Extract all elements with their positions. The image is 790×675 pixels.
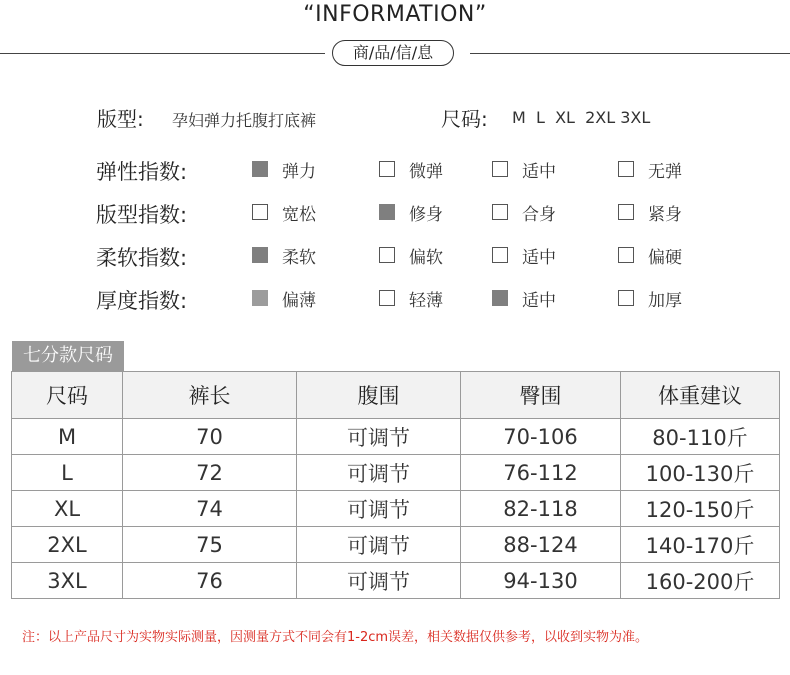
option-label: 偏薄 [282, 290, 316, 311]
column-header: 尺码 [12, 372, 123, 419]
page-title: “INFORMATION” [303, 2, 487, 27]
index-option[interactable] [492, 158, 556, 180]
option-label: 宽松 [282, 204, 316, 225]
option-label: 合身 [522, 204, 556, 225]
option-label: 适中 [522, 161, 556, 182]
checkbox-icon [379, 161, 395, 177]
checked-box-icon [492, 290, 508, 306]
table-cell: 72 [123, 455, 297, 491]
table-cell: XL [12, 491, 123, 527]
option-label: 加厚 [648, 290, 682, 311]
size-label: 尺码: [441, 107, 488, 131]
option-label: 紧身 [648, 204, 682, 225]
checkbox-icon [492, 161, 508, 177]
index-label: 弹性指数: [96, 160, 188, 184]
size-table-tab: 七分款尺码 [12, 341, 124, 371]
index-option[interactable] [252, 244, 316, 266]
column-header: 体重建议 [621, 372, 780, 419]
checked-box-icon [252, 290, 268, 306]
option-label: 修身 [409, 204, 443, 225]
table-cell: 70 [123, 419, 297, 455]
option-label: 无弹 [648, 161, 682, 182]
checkbox-icon [379, 290, 395, 306]
checked-box-icon [379, 204, 395, 220]
index-label: 厚度指数: [96, 289, 188, 313]
table-cell: M [12, 419, 123, 455]
index-option[interactable] [379, 158, 443, 180]
checkbox-icon [379, 247, 395, 263]
option-label: 偏软 [409, 247, 443, 268]
checked-box-icon [252, 247, 268, 263]
table-row [12, 563, 780, 599]
option-label: 微弹 [409, 161, 443, 182]
divider-left [0, 53, 325, 54]
table-cell: 可调节 [297, 491, 461, 527]
table-cell: 82-118 [461, 491, 621, 527]
table-cell: 160-200斤 [621, 563, 780, 599]
index-option[interactable] [379, 287, 443, 309]
option-label: 偏硬 [648, 247, 682, 268]
option-label: 弹力 [282, 161, 316, 182]
checkbox-icon [618, 247, 634, 263]
checkbox-icon [618, 204, 634, 220]
table-row [12, 491, 780, 527]
index-option[interactable] [492, 244, 556, 266]
measurement-note: 注：以上产品尺寸为实物实际测量，因测量方式不同会有1-2cm误差，相关数据仅供参考，以收到实物为准。 [22, 630, 649, 645]
table-cell: 94-130 [461, 563, 621, 599]
option-label: 柔软 [282, 247, 316, 268]
column-header: 腹围 [297, 372, 461, 419]
table-row [12, 419, 780, 455]
index-option[interactable] [492, 287, 556, 309]
table-cell: 可调节 [297, 527, 461, 563]
section-subtitle: 商/品/信/息 [332, 40, 454, 66]
index-option[interactable] [252, 158, 316, 180]
table-cell: 75 [123, 527, 297, 563]
index-label: 版型指数: [96, 203, 188, 227]
index-option[interactable] [492, 201, 556, 223]
table-cell: 74 [123, 491, 297, 527]
table-header-row [12, 372, 780, 419]
checkbox-icon [492, 247, 508, 263]
option-label: 适中 [522, 290, 556, 311]
table-cell: 88-124 [461, 527, 621, 563]
option-label: 轻薄 [409, 290, 443, 311]
index-option[interactable] [379, 244, 443, 266]
style-label: 版型: [97, 107, 144, 131]
table-cell: 70-106 [461, 419, 621, 455]
index-option[interactable] [618, 244, 682, 266]
size-value: M L XL 2XL 3XL [512, 108, 651, 127]
index-option[interactable] [252, 201, 316, 223]
index-option[interactable] [252, 287, 316, 309]
index-option[interactable] [618, 201, 682, 223]
index-option[interactable] [618, 158, 682, 180]
table-row [12, 527, 780, 563]
table-cell: 80-110斤 [621, 419, 780, 455]
table-cell: L [12, 455, 123, 491]
checkbox-icon [618, 161, 634, 177]
index-label: 柔软指数: [96, 246, 188, 270]
checked-box-icon [252, 161, 268, 177]
table-cell: 76-112 [461, 455, 621, 491]
divider-right [470, 53, 790, 54]
column-header: 裤长 [123, 372, 297, 419]
column-header: 臀围 [461, 372, 621, 419]
size-table [11, 371, 780, 599]
index-option[interactable] [379, 201, 443, 223]
table-cell: 140-170斤 [621, 527, 780, 563]
table-cell: 可调节 [297, 563, 461, 599]
checkbox-icon [252, 204, 268, 220]
table-cell: 76 [123, 563, 297, 599]
table-cell: 3XL [12, 563, 123, 599]
table-cell: 120-150斤 [621, 491, 780, 527]
table-cell: 可调节 [297, 455, 461, 491]
table-cell: 2XL [12, 527, 123, 563]
index-option[interactable] [618, 287, 682, 309]
option-label: 适中 [522, 247, 556, 268]
table-row [12, 455, 780, 491]
table-cell: 100-130斤 [621, 455, 780, 491]
checkbox-icon [618, 290, 634, 306]
checkbox-icon [492, 204, 508, 220]
style-value: 孕妇弹力托腹打底裤 [172, 111, 317, 130]
table-cell: 可调节 [297, 419, 461, 455]
